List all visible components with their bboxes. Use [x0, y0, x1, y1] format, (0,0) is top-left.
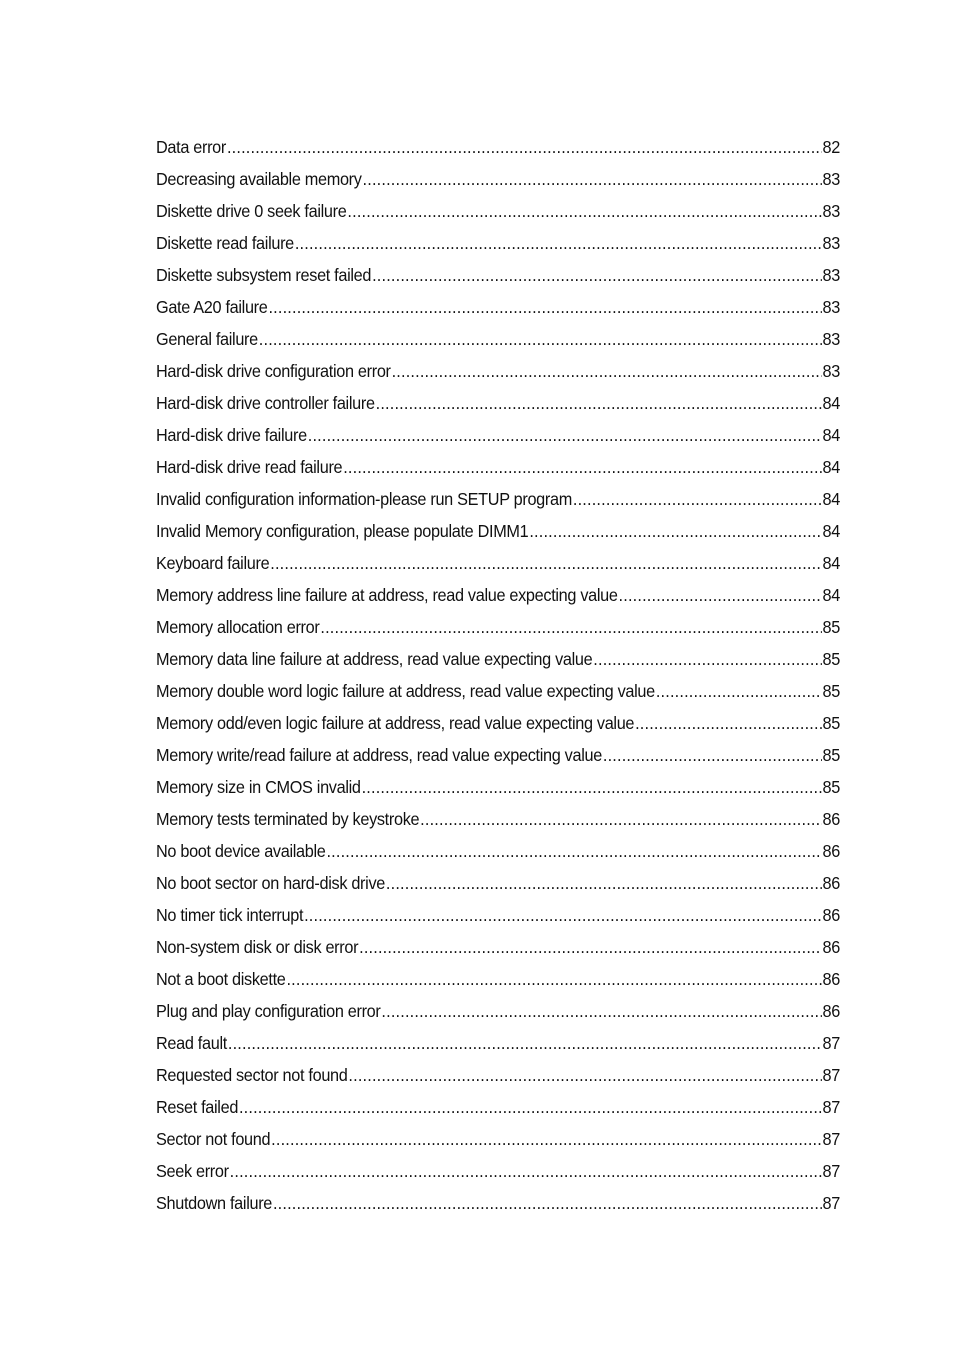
- toc-entry-page-number: 87: [822, 1129, 840, 1149]
- toc-entry-title: Memory write/read failure at address, read value expecting value: [156, 745, 602, 765]
- toc-entry-page-number: 83: [822, 201, 840, 221]
- toc-dot-leader: [347, 196, 821, 226]
- toc-dot-leader: [295, 228, 822, 258]
- toc-entry-page-number: 83: [822, 169, 840, 189]
- toc-entry-page-number: 86: [822, 809, 840, 829]
- toc-dot-leader: [619, 580, 822, 610]
- toc-entry-title: Diskette drive 0 seek failure: [156, 201, 347, 221]
- toc-entry-title: Not a boot diskette: [156, 969, 286, 989]
- toc-entry-title: Keyboard failure: [156, 553, 270, 573]
- toc-dot-leader: [227, 132, 822, 162]
- toc-entry[interactable]: [156, 452, 840, 484]
- toc-entry-page-number: 87: [822, 1097, 840, 1117]
- toc-entry-page-number: 84: [822, 393, 840, 413]
- toc-entry-title: Data error: [156, 137, 227, 157]
- toc-dot-leader: [239, 1092, 822, 1122]
- toc-entry-title: No timer tick interrupt: [156, 905, 304, 925]
- toc-entry-page-number: 87: [822, 1033, 840, 1053]
- toc-dot-leader: [392, 356, 822, 386]
- toc-entry-page-number: 87: [822, 1193, 840, 1213]
- toc-entry-title: Hard-disk drive failure: [156, 425, 307, 445]
- toc-entry[interactable]: [156, 740, 840, 772]
- toc-entry[interactable]: [156, 164, 840, 196]
- toc-dot-leader: [326, 836, 821, 866]
- toc-entry[interactable]: [156, 1092, 840, 1124]
- toc-entry-page-number: 87: [822, 1161, 840, 1181]
- toc-entry-page-number: 85: [822, 745, 840, 765]
- toc-entry-page-number: 84: [822, 425, 840, 445]
- toc-entry-page-number: 87: [822, 1065, 840, 1085]
- toc-dot-leader: [320, 612, 821, 642]
- toc-dot-leader: [381, 996, 821, 1026]
- toc-entry-page-number: 86: [822, 969, 840, 989]
- toc-entry-page-number: 86: [822, 1001, 840, 1021]
- toc-entry[interactable]: [156, 644, 840, 676]
- toc-entry-title: Invalid Memory configuration, please populate DIMM1: [156, 521, 529, 541]
- toc-entry[interactable]: [156, 868, 840, 900]
- toc-entry-page-number: 85: [822, 713, 840, 733]
- toc-entry[interactable]: [156, 580, 840, 612]
- toc-entry[interactable]: [156, 1124, 840, 1156]
- toc-dot-leader: [343, 452, 821, 482]
- toc-dot-leader: [420, 804, 821, 834]
- toc-entry-title: Hard-disk drive controller failure: [156, 393, 375, 413]
- toc-entry-title: Sector not found: [156, 1129, 271, 1149]
- toc-entry[interactable]: [156, 900, 840, 932]
- toc-entry-title: Diskette subsystem reset failed: [156, 265, 372, 285]
- toc-entry-title: Memory size in CMOS invalid: [156, 777, 361, 797]
- toc-dot-leader: [259, 324, 822, 354]
- toc-entry-page-number: 85: [822, 681, 840, 701]
- toc-entry-title: Memory address line failure at address, read value expecting value: [156, 585, 618, 605]
- toc-entry-title: Memory tests terminated by keystroke: [156, 809, 420, 829]
- toc-entry-title: Shutdown failure: [156, 1193, 273, 1213]
- toc-entry[interactable]: [156, 356, 840, 388]
- toc-entry-page-number: 85: [822, 649, 840, 669]
- toc-dot-leader: [273, 1188, 822, 1218]
- toc-entry-title: Memory allocation error: [156, 617, 320, 637]
- toc-entry[interactable]: [156, 548, 840, 580]
- toc-entry-title: Memory odd/even logic failure at address, read value expecting value: [156, 713, 635, 733]
- toc-entry-page-number: 83: [822, 297, 840, 317]
- toc-entry-page-number: 83: [822, 329, 840, 349]
- toc-entry[interactable]: [156, 1156, 840, 1188]
- toc-entry-title: Memory double word logic failure at address, read value expecting value: [156, 681, 655, 701]
- toc-entry-title: Gate A20 failure: [156, 297, 268, 317]
- toc-entry-page-number: 83: [822, 361, 840, 381]
- toc-entry[interactable]: [156, 228, 840, 260]
- toc-dot-leader: [230, 1156, 822, 1186]
- toc-entry-page-number: 84: [822, 521, 840, 541]
- toc-entry-title: Hard-disk drive configuration error: [156, 361, 391, 381]
- toc-entry[interactable]: [156, 484, 840, 516]
- toc-entry-title: No boot device available: [156, 841, 326, 861]
- toc-entry-page-number: 86: [822, 937, 840, 957]
- toc-dot-leader: [593, 644, 821, 674]
- toc-entry-title: Requested sector not found: [156, 1065, 348, 1085]
- toc-entry-page-number: 84: [822, 553, 840, 573]
- toc-entry-title: Invalid configuration information-please run SETUP program: [156, 489, 572, 509]
- toc-entry[interactable]: [156, 612, 840, 644]
- toc-entry[interactable]: [156, 324, 840, 356]
- toc-entry-page-number: 85: [822, 617, 840, 637]
- toc-entry[interactable]: [156, 996, 840, 1028]
- toc-entry[interactable]: [156, 260, 840, 292]
- toc-dot-leader: [304, 900, 822, 930]
- toc-entry[interactable]: [156, 132, 840, 164]
- toc-dot-leader: [603, 740, 822, 770]
- toc-entry[interactable]: [156, 932, 840, 964]
- toc-entry-page-number: 86: [822, 905, 840, 925]
- toc-dot-leader: [386, 868, 822, 898]
- toc-dot-leader: [656, 676, 822, 706]
- toc-entry-title: Decreasing available memory: [156, 169, 362, 189]
- toc-entry-page-number: 85: [822, 777, 840, 797]
- toc-entry-page-number: 84: [822, 457, 840, 477]
- toc-dot-leader: [363, 164, 822, 194]
- toc-dot-leader: [359, 932, 821, 962]
- toc-entry[interactable]: [156, 420, 840, 452]
- toc-dot-leader: [270, 548, 821, 578]
- toc-entry-title: Diskette read failure: [156, 233, 294, 253]
- toc-dot-leader: [348, 1060, 821, 1090]
- toc-dot-leader: [308, 420, 822, 450]
- toc-dot-leader: [268, 292, 821, 322]
- table-of-contents: [156, 132, 840, 1220]
- toc-entry-page-number: 82: [822, 137, 840, 157]
- toc-entry-page-number: 84: [822, 489, 840, 509]
- toc-entry-title: Read fault: [156, 1033, 227, 1053]
- toc-entry-title: Seek error: [156, 1161, 229, 1181]
- toc-entry[interactable]: [156, 292, 840, 324]
- toc-entry-title: Hard-disk drive read failure: [156, 457, 343, 477]
- toc-dot-leader: [286, 964, 821, 994]
- toc-dot-leader: [376, 388, 822, 418]
- toc-entry-title: General failure: [156, 329, 258, 349]
- toc-dot-leader: [372, 260, 822, 290]
- toc-entry-page-number: 84: [822, 585, 840, 605]
- toc-dot-leader: [573, 484, 822, 514]
- toc-entry-page-number: 86: [822, 841, 840, 861]
- toc-entry-title: Plug and play configuration error: [156, 1001, 381, 1021]
- toc-entry[interactable]: [156, 1028, 840, 1060]
- toc-entry[interactable]: [156, 196, 840, 228]
- toc-dot-leader: [362, 772, 822, 802]
- toc-entry[interactable]: [156, 1188, 840, 1220]
- toc-entry-page-number: 86: [822, 873, 840, 893]
- toc-entry[interactable]: [156, 1060, 840, 1092]
- toc-entry[interactable]: [156, 804, 840, 836]
- toc-entry[interactable]: [156, 772, 840, 804]
- toc-entry[interactable]: [156, 836, 840, 868]
- toc-dot-leader: [228, 1028, 822, 1058]
- toc-entry[interactable]: [156, 516, 840, 548]
- toc-dot-leader: [635, 708, 822, 738]
- toc-entry[interactable]: [156, 708, 840, 740]
- toc-dot-leader: [271, 1124, 821, 1154]
- toc-entry[interactable]: [156, 676, 840, 708]
- toc-dot-leader: [529, 516, 821, 546]
- toc-entry-title: Memory data line failure at address, read value expecting value: [156, 649, 593, 669]
- toc-entry[interactable]: [156, 388, 840, 420]
- toc-entry-title: Reset failed: [156, 1097, 239, 1117]
- toc-entry-page-number: 83: [822, 233, 840, 253]
- toc-entry-page-number: 83: [822, 265, 840, 285]
- toc-entry[interactable]: [156, 964, 840, 996]
- toc-entry-title: No boot sector on hard-disk drive: [156, 873, 385, 893]
- toc-entry-title: Non-system disk or disk error: [156, 937, 359, 957]
